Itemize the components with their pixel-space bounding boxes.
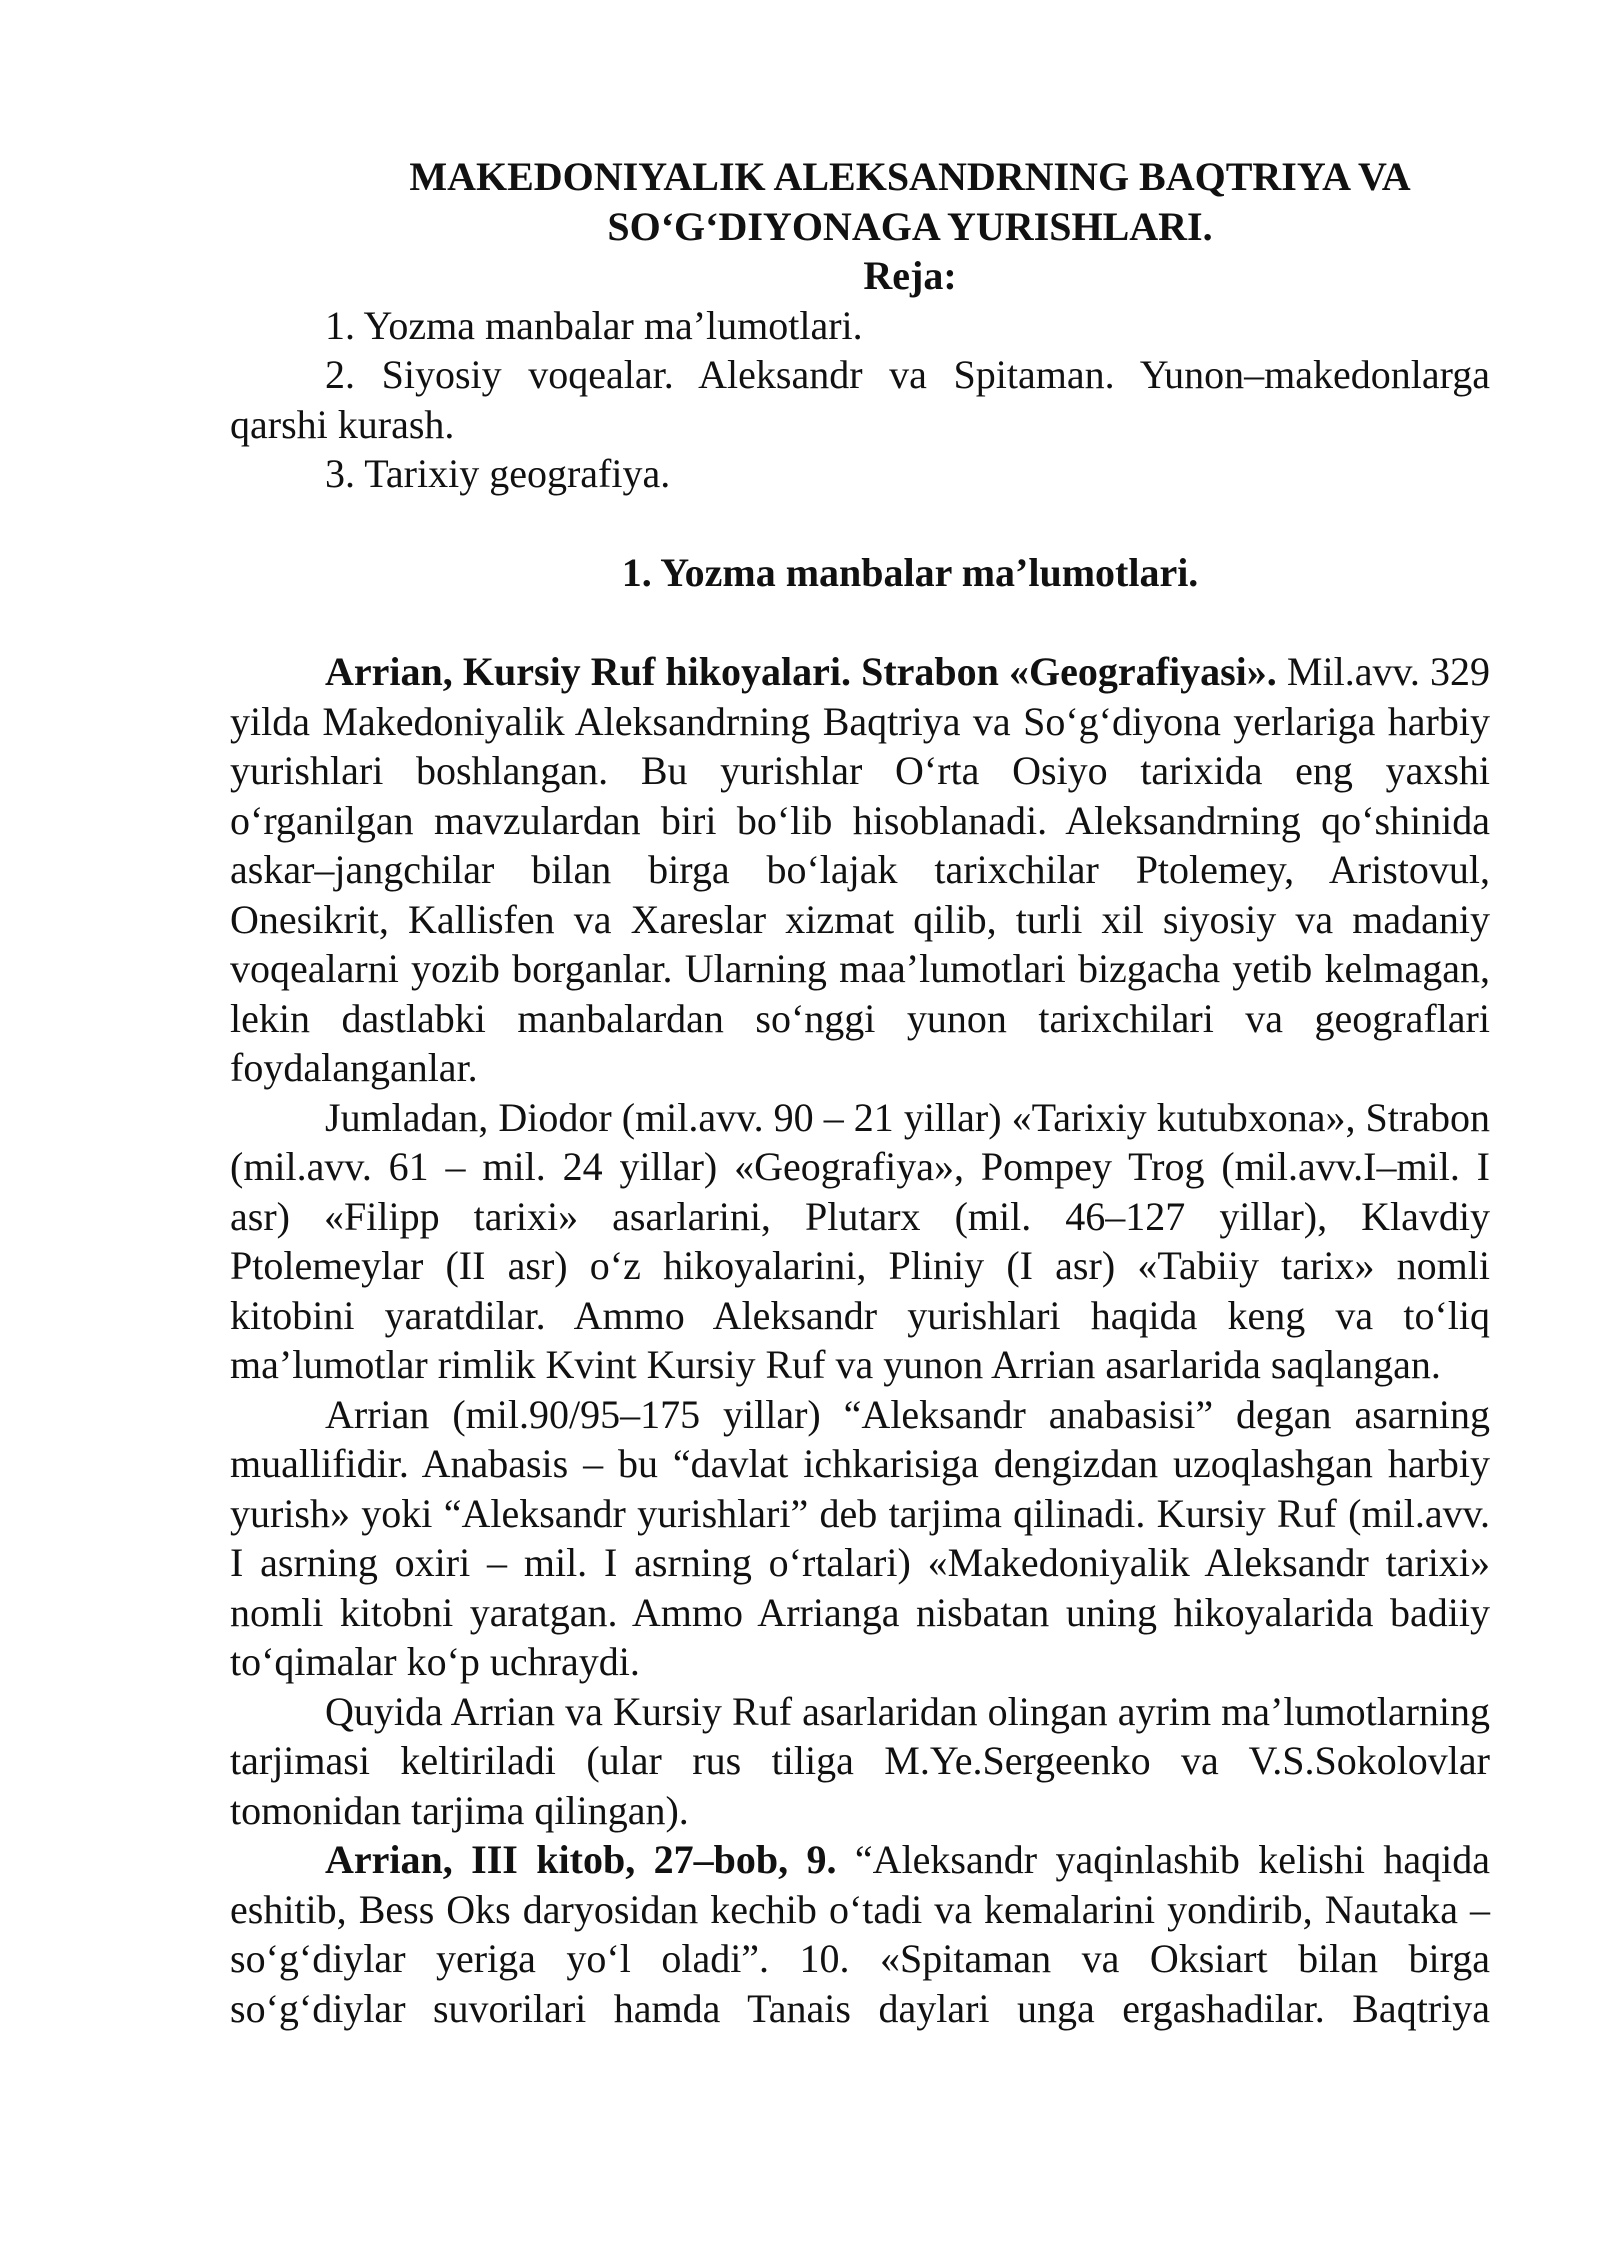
document-title-line-1: MAKEDONIYALIK ALEKSANDRNING BAQTRIYA VA [409, 154, 1411, 199]
paragraph-4 [230, 1687, 1490, 1836]
section-heading: 1. Yozma manbalar ma’lumotlari. [621, 550, 1199, 595]
paragraph-4-text: Quyida Arrian va Kursiy Ruf asarlaridan olingan ayrim ma’lumotlarning tarjimasi keltiriladi (ular rus tiliga M.Ye.Sergeenko va V.S.Sokolovlar tomonidan tarjima qilingan). [230, 1688, 1490, 1833]
plan-item-2: 2. Siyosiy voqealar. Aleksandr va Spitaman. Yunon–makedonlarga qarshi kurash. [230, 352, 1490, 447]
blank-line [230, 598, 1490, 648]
paragraph-5-text: “Aleksandr yaqinlashib kelishi haqida eshitib, Bess Oks daryosidan kechib o‘tadi va kemalarini yondirib, Nautaka – so‘g‘diylar yeriga yo‘l oladi”. 10. «Spitaman va Oksiart bilan birga so‘g‘diylar suvorilari hamda Tanais daylari unga ergashadilar. Baqtriya [230, 1837, 1490, 2031]
paragraph-3-text: Arrian (mil.90/95–175 yillar) “Aleksandr anabasisi” degan asarning muallifidir. Anabasis – bu “davlat ichkarisiga dengizdan uzoqlashgan harbiy yurish» yoki “Aleksandr yurishlari” deb tarjima qilinadi. Kursiy Ruf (mil.avv. I asrning oxiri – mil. I asrning o‘rtalari) «Makedoniyalik Aleksandr tarixi» nomli kitobni yaratgan. Ammo Arrianga nisbatan uning hikoyalarida badiiy to‘qimalar ko‘p uchraydi. [230, 1391, 1490, 1684]
paragraph-1-text: Mil.avv. 329 yilda Makedoniyalik Aleksandrning Baqtriya va So‘g‘diyona yerlariga harbiy yurishlari boshlangan. Bu yurishlar O‘rta Osiyo tarixida eng yaxshi o‘rganilgan mavzulardan biri bo‘lib hisoblanadi. Aleksandrning qo‘shinida askar–jangchilar bilan birga bo‘lajak tarixchilar Ptolemey, Aristovul, Onesikrit, Kallisfen va Xareslar xizmat qilib, turli xil siyosiy va madaniy voqealarni yozib borganlar. Ularning maa’lumotlari bizgacha yetib kelmagan, lekin dastlabki manbalardan so‘nggi yunon tarixchilari va geograflari foydalanganlar. [230, 649, 1490, 1090]
document-title-line-2: SO‘G‘DIYONAGA YURISHLARI. [607, 203, 1213, 249]
document-body [230, 152, 1490, 2033]
plan-heading: Reja: [863, 253, 957, 298]
paragraph-2-text: Jumladan, Diodor (mil.avv. 90 – 21 yillar) «Tarixiy kutubxona», Strabon (mil.avv. 61 – mil. 24 yillar) «Geografiya», Pompey Trog (mil.avv.I–mil. I asr) «Filipp tarixi» asarlarini, Plutarx (mil. 46–127 yillar), Klavdiy Ptolemeylar (II asr) o‘z hikoyalarini, Pliniy (I asr) «Tabiiy tarix» nomli kitobini yaratdilar. Ammo Aleksandr yurishlari haqida keng va to‘liq ma’lumotlar rimlik Kvint Kursiy Ruf va yunon Arrian asarlarida saqlangan. [230, 1094, 1490, 1387]
plan-item-3: 3. Tarixiy geografiya. [325, 451, 671, 496]
paragraph-5-bold-lead: Arrian, III kitob, 27–bob, 9. [325, 1837, 837, 1882]
plan-item-1: 1. Yozma manbalar ma’lumotlari. [325, 302, 863, 348]
blank-line [230, 499, 1490, 549]
paragraph-1-bold-lead: Arrian, Kursiy Ruf hikoyalari. Strabon «Geografiyasi». [325, 649, 1277, 694]
paragraph-5 [230, 1835, 1490, 2033]
paragraph-3 [230, 1390, 1490, 1687]
paragraph-1 [230, 647, 1490, 1093]
paragraph-2 [230, 1093, 1490, 1390]
